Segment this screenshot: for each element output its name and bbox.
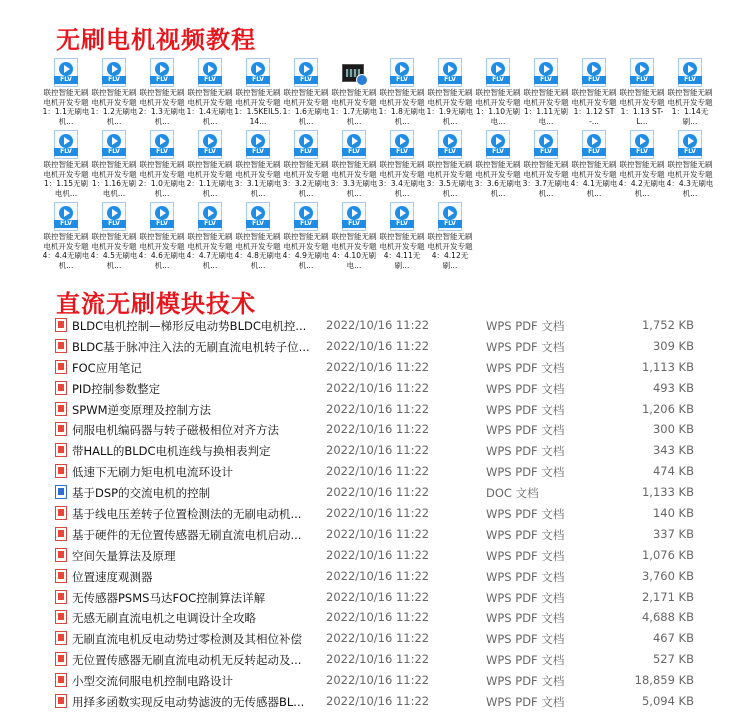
file-date: 2022/10/16 11:22 xyxy=(326,443,430,458)
video-file-name: 联控智能无刷电机开发专题1：1.5KEIL5.14... xyxy=(234,88,282,126)
file-type: WPS PDF 文档 xyxy=(486,653,565,668)
file-size: 1,206 KB xyxy=(641,401,694,416)
file-size: 3,760 KB xyxy=(641,568,694,583)
file-row[interactable] xyxy=(50,607,710,628)
file-row[interactable] xyxy=(50,378,710,399)
file-type: WPS PDF 文档 xyxy=(486,695,565,710)
video-file-name: 联控智能无刷电机开发专题3：3.3无刷电机... xyxy=(330,160,378,198)
video-file-name: 联控智能无刷电机开发专题4：4.10无刷电... xyxy=(331,232,377,270)
pdf-file-icon xyxy=(55,506,67,520)
file-type: WPS PDF 文档 xyxy=(486,423,565,438)
video-file-item[interactable] xyxy=(330,128,378,200)
file-row[interactable] xyxy=(50,399,710,420)
video-file-item[interactable] xyxy=(90,56,138,128)
pdf-file-icon xyxy=(55,443,67,457)
video-file-item[interactable] xyxy=(234,200,282,272)
flv-file-icon: FLV xyxy=(486,58,510,87)
flv-file-icon: FLV xyxy=(582,130,606,159)
pdf-file-icon xyxy=(55,548,67,562)
file-date: 2022/10/16 11:22 xyxy=(326,652,430,667)
video-file-item[interactable] xyxy=(234,128,282,200)
pdf-file-icon xyxy=(55,464,67,478)
pdf-file-icon xyxy=(55,339,67,353)
flv-file-icon: FLV xyxy=(630,130,654,159)
file-date: 2022/10/16 11:22 xyxy=(326,422,430,437)
flv-file-icon: FLV xyxy=(534,130,558,159)
video-file-item[interactable] xyxy=(282,128,330,200)
pdf-file-icon xyxy=(55,360,67,374)
video-file-name: 联控智能无刷电机开发专题4：4.3无刷电机... xyxy=(666,160,714,198)
video-file-name: 联控智能无刷电机开发专题4：4.4无刷电机... xyxy=(42,232,90,270)
file-type: WPS PDF 文档 xyxy=(486,319,565,333)
file-row[interactable] xyxy=(50,545,710,566)
file-size: 300 KB xyxy=(652,422,694,437)
video-file-name: 联控智能无刷电机开发专题1：1.7无刷电机... xyxy=(330,88,378,126)
flv-file-icon: FLV xyxy=(534,58,558,87)
video-file-item[interactable] xyxy=(234,56,282,128)
video-file-name: 联控智能无刷电机开发专题4：4.11无刷... xyxy=(379,232,425,270)
video-file-name: 联控智能无刷电机开发专题2：1.0无刷电机... xyxy=(138,160,186,198)
file-size: 474 KB xyxy=(652,464,694,479)
flv-file-icon: FLV xyxy=(390,202,414,231)
file-type: WPS PDF 文档 xyxy=(486,590,565,605)
video-file-name: 联控智能无刷电机开发专题4：4.2无刷电机... xyxy=(618,160,666,198)
file-size: 18,859 KB xyxy=(634,673,694,688)
flv-file-icon: FLV xyxy=(246,130,270,159)
file-size: 337 KB xyxy=(652,526,694,541)
file-row[interactable] xyxy=(50,566,710,587)
video-file-item[interactable] xyxy=(426,200,474,272)
file-type: DOC 文档 xyxy=(486,486,539,501)
video-file-item[interactable] xyxy=(186,128,234,200)
video-file-name: 联控智能无刷电机开发专题4：4.9无刷电机... xyxy=(282,232,330,270)
file-type: WPS PDF 文档 xyxy=(486,507,565,522)
file-type: WPS PDF 文档 xyxy=(486,444,565,459)
flv-file-icon: FLV xyxy=(678,58,702,87)
file-size: 4,688 KB xyxy=(641,610,694,625)
file-size: 527 KB xyxy=(652,652,694,667)
file-date: 2022/10/16 11:22 xyxy=(326,526,430,541)
pdf-file-icon xyxy=(55,631,67,645)
flv-file-icon: FLV xyxy=(198,58,222,87)
video-file-name: 联控智能无刷电机开发专题1：1.9无刷电机... xyxy=(426,88,474,126)
flv-file-icon: FLV xyxy=(150,58,174,87)
flv-file-icon: FLV xyxy=(486,130,510,159)
pdf-file-icon xyxy=(55,422,67,436)
file-date: 2022/10/16 11:22 xyxy=(326,547,430,562)
file-row[interactable] xyxy=(50,461,710,482)
file-row[interactable] xyxy=(50,440,710,461)
video-file-name: 联控智能无刷电机开发专题4：4.7无刷电机... xyxy=(186,232,234,270)
flv-file-icon: FLV xyxy=(294,202,318,231)
file-type: WPS PDF 文档 xyxy=(486,465,565,480)
file-name: 用择多函数实现反电动势滤波的无传感器BL... xyxy=(72,695,305,710)
video-file-item[interactable] xyxy=(666,56,714,128)
file-date: 2022/10/16 11:22 xyxy=(326,610,430,625)
file-date: 2022/10/16 11:22 xyxy=(326,631,430,646)
video-file-name: 联控智能无刷电机开发专题1：1.2无刷电机... xyxy=(90,88,138,126)
video-file-name: 联控智能无刷电机开发专题1：1.12 ST-... xyxy=(571,88,617,126)
file-date: 2022/10/16 11:22 xyxy=(326,568,430,583)
pdf-file-icon xyxy=(55,527,67,541)
flv-file-icon: FLV xyxy=(294,58,318,87)
video-file-item[interactable] xyxy=(522,128,570,200)
file-type: WPS PDF 文档 xyxy=(486,527,565,542)
video-file-name: 联控智能无刷电机开发专题4：4.12无刷... xyxy=(427,232,473,270)
video-file-name: 联控智能无刷电机开发专题3：3.7无刷电机... xyxy=(522,160,570,198)
doc-file-icon xyxy=(55,485,67,499)
file-size: 1,076 KB xyxy=(641,547,694,562)
flv-file-icon: FLV xyxy=(582,58,606,87)
file-type: WPS PDF 文档 xyxy=(486,402,565,417)
file-name: 低速下无刷力矩电机电流环设计 xyxy=(72,465,233,480)
pdf-file-icon xyxy=(55,318,67,332)
video-file-item[interactable] xyxy=(378,200,426,272)
file-row[interactable] xyxy=(50,670,710,691)
video-file-name: 联控智能无刷电机开发专题1：1.10无刷电... xyxy=(475,88,521,126)
video-file-name: 联控智能无刷电机开发专题3：3.2无刷电机... xyxy=(282,160,330,198)
flv-file-icon: FLV xyxy=(198,202,222,231)
flv-file-icon: FLV xyxy=(150,130,174,159)
video-file-name: 联控智能无刷电机开发专题3：3.5无刷电机... xyxy=(426,160,474,198)
video-file-item[interactable] xyxy=(618,128,666,200)
file-date: 2022/10/16 11:22 xyxy=(326,506,430,521)
file-name: 空间矢量算法及原理 xyxy=(72,548,176,563)
flv-file-icon: FLV xyxy=(678,130,702,159)
pdf-file-icon xyxy=(55,673,67,687)
video-file-name: 联控智能无刷电机开发专题1：1.6无刷电机... xyxy=(282,88,330,126)
file-date: 2022/10/16 11:22 xyxy=(326,589,430,604)
pdf-file-icon xyxy=(55,402,67,416)
video-file-name: 联控智能无刷电机开发专题3：3.1无刷电机... xyxy=(234,160,282,198)
file-row[interactable] xyxy=(50,315,710,336)
flv-file-icon: FLV xyxy=(54,130,78,159)
flv-file-icon: FLV xyxy=(438,202,462,231)
file-date: 2022/10/16 11:22 xyxy=(326,464,430,479)
file-name: 基于硬件的无位置传感器无刷直流电机启动... xyxy=(72,527,302,542)
video-file-item[interactable] xyxy=(90,200,138,272)
file-name: FOC应用笔记 xyxy=(72,360,142,375)
file-date: 2022/10/16 11:22 xyxy=(326,694,430,709)
file-name: 无刷直流电机反电动势过零检测及其相位补偿 xyxy=(72,632,302,647)
section-title-docs: 直流无刷模块技术 xyxy=(56,290,256,318)
flv-file-icon: FLV xyxy=(102,202,126,231)
file-row[interactable] xyxy=(50,691,710,712)
video-file-name: 联控智能无刷电机开发专题3：3.6无刷电机... xyxy=(474,160,522,198)
video-file-item[interactable] xyxy=(42,56,90,128)
video-thumbnail-icon xyxy=(342,64,364,82)
flv-file-icon: FLV xyxy=(342,130,366,159)
file-type: WPS PDF 文档 xyxy=(486,674,565,689)
video-file-item[interactable] xyxy=(666,128,714,200)
file-type: WPS PDF 文档 xyxy=(486,611,565,626)
file-name: BLDC基于脉冲注入法的无刷直流电机转子位... xyxy=(72,339,310,354)
video-file-grid xyxy=(42,56,722,272)
file-row[interactable] xyxy=(50,357,710,378)
video-file-item[interactable] xyxy=(186,56,234,128)
flv-file-icon: FLV xyxy=(438,58,462,87)
file-date: 2022/10/16 11:22 xyxy=(326,401,430,416)
video-file-item[interactable] xyxy=(570,128,618,200)
flv-file-icon: FLV xyxy=(438,130,462,159)
pdf-file-icon xyxy=(55,590,67,604)
video-file-name: 联控智能无刷电机开发专题4：4.8无刷电机... xyxy=(234,232,282,270)
file-type: WPS PDF 文档 xyxy=(486,339,565,354)
file-date: 2022/10/16 11:22 xyxy=(326,359,430,374)
flv-file-icon: FLV xyxy=(246,202,270,231)
file-date: 2022/10/16 11:22 xyxy=(326,485,430,500)
file-row[interactable] xyxy=(50,649,710,670)
video-file-name: 联控智能无刷电机开发专题4：4.5无刷电机... xyxy=(90,232,138,270)
video-file-item[interactable] xyxy=(426,56,474,128)
video-file-name: 联控智能无刷电机开发专题1：1.16无刷电机... xyxy=(91,160,137,198)
flv-file-icon: FLV xyxy=(246,58,270,87)
video-file-name: 联控智能无刷电机开发专题2：1.1无刷电机... xyxy=(186,160,234,198)
pdf-file-icon xyxy=(55,652,67,666)
video-file-name: 联控智能无刷电机开发专题1：1.8无刷电机... xyxy=(378,88,426,126)
video-file-name: 联控智能无刷电机开发专题1：1.1无刷电机... xyxy=(42,88,90,126)
pdf-file-icon xyxy=(55,610,67,624)
file-type: WPS PDF 文档 xyxy=(486,360,565,375)
video-file-item[interactable] xyxy=(378,56,426,128)
pdf-file-icon xyxy=(55,694,67,708)
video-file-name: 联控智能无刷电机开发专题2：1.3无刷电机... xyxy=(138,88,186,126)
file-date: 2022/10/16 11:22 xyxy=(326,338,430,353)
video-file-item[interactable] xyxy=(522,56,570,128)
document-file-list xyxy=(50,315,710,712)
video-file-item[interactable] xyxy=(282,200,330,272)
video-file-item[interactable] xyxy=(138,56,186,128)
flv-file-icon: FLV xyxy=(102,130,126,159)
file-size: 1,113 KB xyxy=(641,359,694,374)
file-row[interactable] xyxy=(50,482,710,503)
video-file-name: 联控智能无刷电机开发专题1：1.13 ST-L... xyxy=(619,88,665,126)
file-name: 无感无刷直流电机之电调设计全攻略 xyxy=(72,611,256,626)
video-file-item[interactable] xyxy=(618,56,666,128)
file-name: 无传感器PSMS马达FOC控制算法详解 xyxy=(72,590,266,605)
video-file-item[interactable] xyxy=(42,200,90,272)
video-file-item[interactable] xyxy=(330,56,378,128)
file-name: 位置速度观测器 xyxy=(72,569,153,584)
video-file-item[interactable] xyxy=(138,200,186,272)
file-size: 2,171 KB xyxy=(641,589,694,604)
video-file-name: 联控智能无刷电机开发专题1：1.11无刷电... xyxy=(523,88,569,126)
video-file-name: 联控智能无刷电机开发专题1：1.4无刷电机... xyxy=(186,88,234,126)
file-row[interactable] xyxy=(50,336,710,357)
video-file-item[interactable] xyxy=(570,56,618,128)
flv-file-icon: FLV xyxy=(102,58,126,87)
video-file-item[interactable] xyxy=(378,128,426,200)
video-file-item[interactable] xyxy=(474,128,522,200)
flv-file-icon: FLV xyxy=(294,130,318,159)
file-date: 2022/10/16 11:22 xyxy=(326,318,430,332)
file-name: 伺服电机编码器与转子磁极相位对齐方法 xyxy=(72,423,279,438)
file-size: 343 KB xyxy=(652,443,694,458)
file-row[interactable] xyxy=(50,503,710,524)
file-date: 2022/10/16 11:22 xyxy=(326,673,430,688)
file-size: 1,752 KB xyxy=(641,318,694,332)
flv-file-icon: FLV xyxy=(342,202,366,231)
video-file-name: 联控智能无刷电机开发专题1：1.15无刷电机... xyxy=(43,160,89,198)
video-file-item[interactable] xyxy=(138,128,186,200)
video-file-item[interactable] xyxy=(426,128,474,200)
file-name: BLDC电机控制—梯形反电动势BLDC电机控... xyxy=(72,319,307,333)
file-date: 2022/10/16 11:22 xyxy=(326,380,430,395)
flv-file-icon: FLV xyxy=(150,202,174,231)
file-size: 467 KB xyxy=(652,631,694,646)
file-row[interactable] xyxy=(50,419,710,440)
file-size: 140 KB xyxy=(652,506,694,521)
video-file-item[interactable] xyxy=(186,200,234,272)
flv-file-icon: FLV xyxy=(198,130,222,159)
flv-file-icon: FLV xyxy=(630,58,654,87)
file-name: 无位置传感器无刷直流电动机无反转起动及... xyxy=(72,653,302,668)
file-name: SPWM逆变原理及控制方法 xyxy=(72,402,212,417)
file-name: 小型交流伺服电机控制电路设计 xyxy=(72,674,233,689)
video-file-item[interactable] xyxy=(330,200,378,272)
video-file-name: 联控智能无刷电机开发专题3：3.4无刷电机... xyxy=(378,160,426,198)
file-name: 带HALL的BLDC电机连线与换相表判定 xyxy=(72,444,271,459)
file-type: WPS PDF 文档 xyxy=(486,381,565,396)
pdf-file-icon xyxy=(55,569,67,583)
file-name: PID控制参数整定 xyxy=(72,381,161,396)
video-file-name: 联控智能无刷电机开发专题4：4.6无刷电机... xyxy=(138,232,186,270)
flv-file-icon: FLV xyxy=(390,58,414,87)
file-type: WPS PDF 文档 xyxy=(486,632,565,647)
file-row[interactable] xyxy=(50,524,710,545)
flv-file-icon: FLV xyxy=(390,130,414,159)
file-row[interactable] xyxy=(50,587,710,608)
video-file-item[interactable] xyxy=(474,56,522,128)
file-type: WPS PDF 文档 xyxy=(486,569,565,584)
video-file-name: 联控智能无刷电机开发专题1：1.14无刷... xyxy=(667,88,713,126)
file-row[interactable] xyxy=(50,628,710,649)
video-file-item[interactable] xyxy=(42,128,90,200)
video-file-item[interactable] xyxy=(90,128,138,200)
file-size: 1,133 KB xyxy=(641,485,694,500)
pdf-file-icon xyxy=(55,381,67,395)
file-type: WPS PDF 文档 xyxy=(486,548,565,563)
video-file-name: 联控智能无刷电机开发专题4：4.1无刷电机... xyxy=(570,160,618,198)
section-title-videos: 无刷电机视频教程 xyxy=(56,26,256,54)
file-name: 基于线电压差转子位置检测法的无刷电动机... xyxy=(72,507,302,522)
file-size: 493 KB xyxy=(652,380,694,395)
file-size: 5,094 KB xyxy=(641,694,694,709)
file-name: 基于DSP的交流电机的控制 xyxy=(72,486,211,501)
file-size: 309 KB xyxy=(652,338,694,353)
video-file-item[interactable] xyxy=(282,56,330,128)
flv-file-icon: FLV xyxy=(54,202,78,231)
flv-file-icon: FLV xyxy=(54,58,78,87)
